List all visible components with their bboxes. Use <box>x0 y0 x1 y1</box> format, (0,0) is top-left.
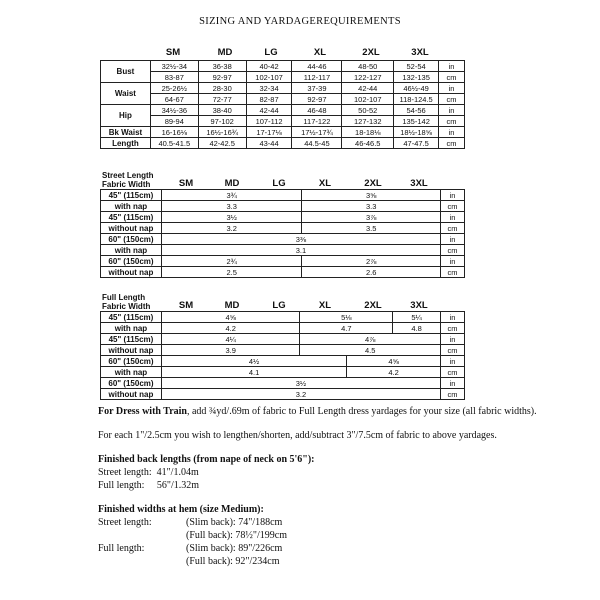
size-header: SM <box>178 178 194 189</box>
cell-yardage: 3⅝ <box>302 190 441 201</box>
unit-in: in <box>439 127 465 138</box>
cell-cm: 44.5-45 <box>292 138 342 149</box>
cell-cm: 97-102 <box>198 116 246 127</box>
size-header: 3XL <box>411 47 429 58</box>
cell-in: 18½-18⅝ <box>394 127 439 138</box>
notes <box>98 405 578 568</box>
unit-cm: cm <box>439 94 465 105</box>
cell-in: 50-52 <box>342 105 394 116</box>
cell-yardage: 4¼ <box>161 334 300 345</box>
cell-meters: 3.2 <box>161 389 440 400</box>
cell-cm: 46-46.5 <box>342 138 394 149</box>
cell-meters: 4.7 <box>300 323 393 334</box>
cell-meters: 3.3 <box>161 201 302 212</box>
unit-cm: cm <box>441 223 465 234</box>
back-lengths-heading: Finished back lengths (from nape of neck on 5'6"): <box>98 454 315 465</box>
row-label: without nap <box>101 389 162 400</box>
cell-cm: 135-142 <box>394 116 439 127</box>
cell-yardage: 3¾ <box>161 190 302 201</box>
size-header: 2XL <box>362 47 380 58</box>
hem-width-row: Street length: (Slim back): 74"/188cm <box>98 517 283 528</box>
cell-yardage: 4⅝ <box>347 356 441 367</box>
cell-cm: 42-42.5 <box>198 138 246 149</box>
cell-in: 38-40 <box>198 105 246 116</box>
cell-cm: 40.5-41.5 <box>150 138 198 149</box>
unit-in: in <box>439 83 465 94</box>
cell-meters: 3.3 <box>302 201 441 212</box>
cell-yardage: 2¾ <box>161 256 302 267</box>
row-label: without nap <box>101 223 162 234</box>
cell-in: 16-16⅛ <box>150 127 198 138</box>
cell-cm: 107-112 <box>246 116 292 127</box>
size-header: MD <box>224 300 240 311</box>
cell-cm: 112-117 <box>292 72 342 83</box>
cell-in: 48-50 <box>342 61 394 72</box>
size-header: SM <box>165 47 181 58</box>
row-label: 45" (115cm) <box>101 190 162 201</box>
cell-in: 46½-49 <box>394 83 439 94</box>
unit-cm: cm <box>439 72 465 83</box>
full-back-length: Full length: 56"/1.32m <box>98 480 200 491</box>
row-label: with nap <box>101 367 162 378</box>
full-section-label: Full Length Fabric Width <box>102 293 151 311</box>
measurements-table <box>100 60 465 149</box>
cell-cm: 117-122 <box>292 116 342 127</box>
row-label: 45" (115cm) <box>101 212 162 223</box>
unit-in: in <box>441 378 465 389</box>
cell-meters: 2.6 <box>302 267 441 278</box>
size-header: 3XL <box>410 300 428 311</box>
cell-cm: 92-97 <box>198 72 246 83</box>
cell-cm: 102-107 <box>246 72 292 83</box>
cell-cm: 43-44 <box>246 138 292 149</box>
unit-cm: cm <box>441 201 465 212</box>
row-label: 60" (150cm) <box>101 378 162 389</box>
size-header: SM <box>178 300 194 311</box>
cell-yardage: 5¼ <box>393 312 441 323</box>
row-label: Waist <box>101 83 151 105</box>
size-header: 2XL <box>364 178 382 189</box>
cell-in: 34½-36 <box>150 105 198 116</box>
row-label: 60" (150cm) <box>101 356 162 367</box>
row-label: without nap <box>101 345 162 356</box>
hem-width-row: Full length: (Slim back): 89"/226cm <box>98 543 283 554</box>
cell-in: 25-26½ <box>150 83 198 94</box>
cell-in: 28-30 <box>198 83 246 94</box>
row-label: 45" (115cm) <box>101 334 162 345</box>
cell-cm: 127-132 <box>342 116 394 127</box>
street-length-table <box>100 189 465 278</box>
row-label: without nap <box>101 267 162 278</box>
cell-meters: 2.5 <box>161 267 302 278</box>
size-header: XL <box>318 178 332 189</box>
row-label: with nap <box>101 201 162 212</box>
cell-in: 18-18⅛ <box>342 127 394 138</box>
cell-meters: 3.5 <box>302 223 441 234</box>
unit-in: in <box>441 312 465 323</box>
row-label: 45" (115cm) <box>101 312 162 323</box>
cell-meters: 4.2 <box>161 323 300 334</box>
cell-cm: 102-107 <box>342 94 394 105</box>
size-header: 3XL <box>410 178 428 189</box>
cell-meters: 4.8 <box>393 323 441 334</box>
cell-yardage: 3⅜ <box>161 234 440 245</box>
size-header: LG <box>272 178 286 189</box>
size-header: MD <box>217 47 233 58</box>
unit-cm: cm <box>441 267 465 278</box>
cell-cm: 47-47.5 <box>394 138 439 149</box>
hem-width-row: (Full back): 78½"/199cm <box>186 530 288 541</box>
cell-cm: 132-135 <box>394 72 439 83</box>
cell-in: 32-34 <box>246 83 292 94</box>
unit-cm: cm <box>441 367 465 378</box>
cell-yardage: 4⅝ <box>161 312 300 323</box>
cell-meters: 3.1 <box>161 245 440 256</box>
cell-in: 36-38 <box>198 61 246 72</box>
unit-in: in <box>441 212 465 223</box>
unit-cm: cm <box>441 345 465 356</box>
size-header: LG <box>272 300 286 311</box>
unit-in: in <box>439 61 465 72</box>
train-note: For Dress with Train, add ¾yd/.69m of fabric to Full Length dress yardages for your size (all fabric widths). <box>98 406 537 417</box>
cell-yardage: 3½ <box>161 378 440 389</box>
lengthen-note: For each 1"/2.5cm you wish to lengthen/shorten, add/subtract 3"/7.5cm of fabric to above yardages. <box>98 430 497 441</box>
cell-cm: 118-124.5 <box>394 94 439 105</box>
cell-meters: 4.5 <box>300 345 441 356</box>
cell-cm: 92-97 <box>292 94 342 105</box>
size-header: XL <box>318 300 332 311</box>
cell-in: 16½-16¾ <box>198 127 246 138</box>
row-label: 60" (150cm) <box>101 256 162 267</box>
unit-cm: cm <box>439 116 465 127</box>
row-label: 60" (150cm) <box>101 234 162 245</box>
cell-yardage: 3½ <box>161 212 302 223</box>
cell-in: 17-17⅛ <box>246 127 292 138</box>
hem-width-row: (Full back): 92"/234cm <box>186 556 280 567</box>
full-length-table <box>100 311 465 400</box>
cell-in: 54-56 <box>394 105 439 116</box>
cell-cm: 72-77 <box>198 94 246 105</box>
size-header: LG <box>264 47 278 58</box>
street-back-length: Street length: 41"/1.04m <box>98 467 199 478</box>
unit-in: in <box>441 256 465 267</box>
cell-in: 32½-34 <box>150 61 198 72</box>
cell-cm: 83-87 <box>150 72 198 83</box>
row-label: Bust <box>101 61 151 83</box>
unit-cm: cm <box>441 323 465 334</box>
cell-in: 42-44 <box>246 105 292 116</box>
cell-in: 52-54 <box>394 61 439 72</box>
cell-in: 40-42 <box>246 61 292 72</box>
unit-in: in <box>441 356 465 367</box>
unit-in: in <box>441 334 465 345</box>
cell-yardage: 2⅞ <box>302 256 441 267</box>
unit-in: in <box>441 190 465 201</box>
cell-meters: 3.2 <box>161 223 302 234</box>
cell-cm: 82-87 <box>246 94 292 105</box>
street-section-label: Street Length Fabric Width <box>102 171 154 189</box>
cell-cm: 89-94 <box>150 116 198 127</box>
cell-cm: 64-67 <box>150 94 198 105</box>
cell-in: 44-46 <box>292 61 342 72</box>
size-header: XL <box>313 47 327 58</box>
row-label: Length <box>101 138 151 149</box>
unit-cm: cm <box>439 138 465 149</box>
size-header: MD <box>224 178 240 189</box>
cell-yardage: 3⅞ <box>302 212 441 223</box>
cell-in: 17½-17¾ <box>292 127 342 138</box>
row-label: Hip <box>101 105 151 127</box>
unit-in: in <box>441 234 465 245</box>
unit-cm: cm <box>441 245 465 256</box>
cell-cm: 122-127 <box>342 72 394 83</box>
cell-meters: 4.1 <box>161 367 346 378</box>
page-title: SIZING AND YARDAGEREQUIREMENTS <box>199 16 401 27</box>
cell-meters: 4.2 <box>347 367 441 378</box>
size-header: 2XL <box>364 300 382 311</box>
row-label: with nap <box>101 323 162 334</box>
cell-yardage: 4½ <box>161 356 346 367</box>
row-label: with nap <box>101 245 162 256</box>
unit-in: in <box>439 105 465 116</box>
cell-yardage: 4⅞ <box>300 334 441 345</box>
cell-in: 46-48 <box>292 105 342 116</box>
cell-in: 37-39 <box>292 83 342 94</box>
cell-yardage: 5⅛ <box>300 312 393 323</box>
unit-cm: cm <box>441 389 465 400</box>
hem-widths-heading: Finished widths at hem (size Medium): <box>98 504 264 515</box>
cell-in: 42-44 <box>342 83 394 94</box>
row-label: Bk Waist <box>101 127 151 138</box>
cell-meters: 3.9 <box>161 345 300 356</box>
